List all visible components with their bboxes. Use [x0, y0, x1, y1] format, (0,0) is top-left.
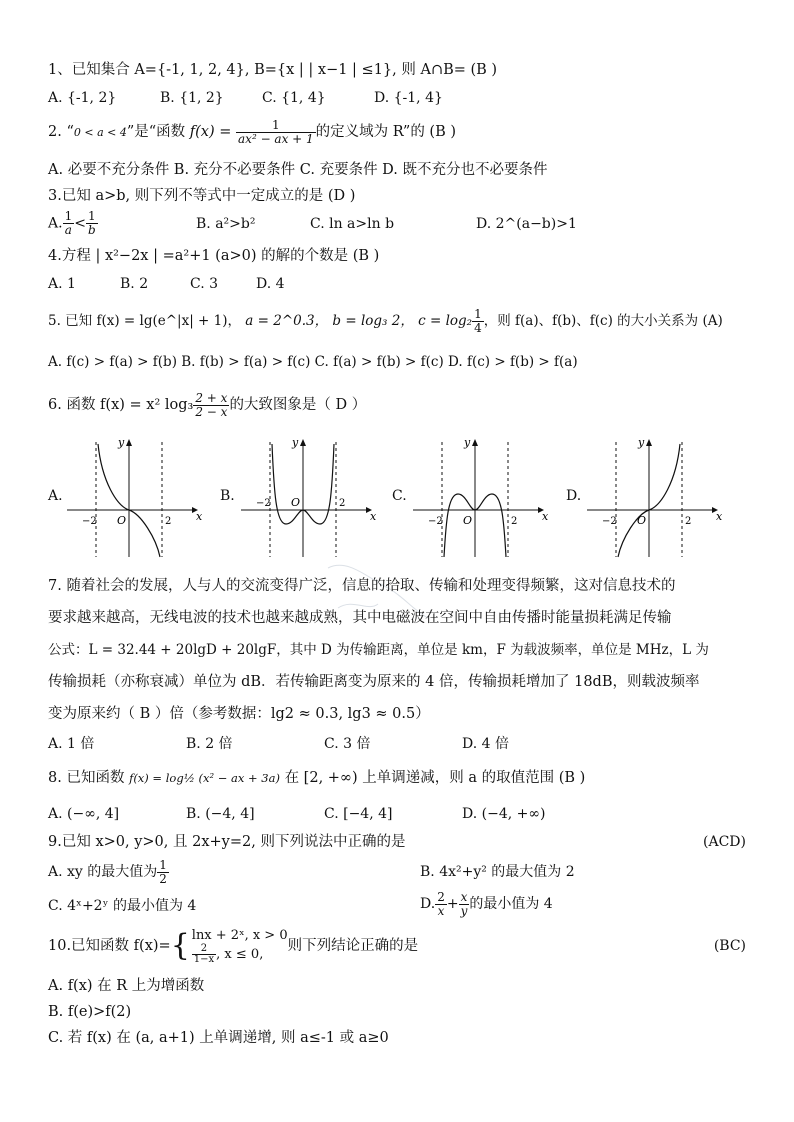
q7-option-d: D. 4 倍	[462, 736, 509, 752]
q7-line-2: 要求越来越高，无线电波的技术也越来越成熟，其中电磁波在空间中自由传播时能量损耗满足传输	[48, 610, 672, 626]
q9-option-c: C. 4ˣ+2ʸ 的最小值为 4	[48, 898, 197, 914]
q8-option-a: A. (−∞, 4]	[48, 806, 120, 822]
q1-option-a: A. {-1, 2}	[48, 90, 117, 106]
q9-stem: 9.已知 x>0, y>0, 且 2x+y=2, 则下列说法中正确的是	[48, 834, 406, 850]
q3-stem: 3.已知 a>b, 则下列不等式中一定成立的是 (D )	[48, 188, 356, 204]
tick-2: 2	[165, 516, 172, 527]
q8-option-d: D. (−4, +∞)	[462, 806, 546, 822]
q5-b-definition: b = log₃ 2，	[332, 313, 414, 329]
q7-option-a: A. 1 倍	[48, 736, 95, 752]
q9-option-d-label: D.	[420, 896, 436, 912]
q9-option-a-fraction	[157, 859, 169, 886]
q10-option-c: C. 若 f(x) 在 (a, a+1) 上单调递增, 则 a≤-1 或 a≥0	[48, 1030, 389, 1046]
q2-function: f(x) =	[189, 124, 232, 140]
q5-frac-num: 1	[474, 307, 482, 321]
q8-option-b: B. (−4, 4]	[186, 806, 255, 822]
q10-option-a: A. f(x) 在 R 上为增函数	[48, 978, 205, 994]
q6-graph-a	[62, 432, 212, 562]
q9-frac-d1-num: 2	[437, 889, 445, 904]
x-label: x	[196, 510, 203, 523]
q5-a-definition: a = 2^0.3，	[245, 313, 329, 329]
q10-piece-2	[192, 944, 288, 965]
y-label: y	[292, 436, 299, 449]
q6-stem-a: 6. 函数 f(x) = x² log₃	[48, 397, 194, 413]
q2-stem-c: 的定义域为 R”的 (B )	[315, 124, 457, 140]
q6-frac-num: 2 + x	[195, 390, 228, 405]
q8-function: f(x) = log½ (x² − ax + 3a)	[129, 771, 280, 785]
q10-piece-2-cond: , x ≤ 0,	[216, 946, 264, 962]
q7-line-4: 传输损耗（亦称衰减）单位为 dB．若传输距离变为原来的 4 倍，传输损耗增加了 18dB，则载波频率	[48, 674, 700, 690]
q3-option-a	[48, 210, 98, 237]
tick-2: 2	[511, 516, 518, 527]
q7-line-1: 7. 随着社会的发展，人与人的交流变得广泛，信息的拾取、传输和处理变得频繁，这对信息技术的	[48, 578, 676, 594]
q6-stem	[48, 390, 366, 420]
q1-option-d: D. {-1, 4}	[374, 90, 443, 106]
q5-stem-a: 5. 已知 f(x) = lg(e^|x| + 1)，	[48, 313, 241, 329]
q5-c-definition: c = log₂	[418, 313, 473, 329]
q6-graph-b	[236, 432, 386, 562]
q3-option-c: C. ln a>ln b	[310, 216, 395, 232]
q4-option-c: C. 3	[190, 276, 219, 292]
q6-frac-den: 2 − x	[195, 404, 228, 419]
y-label: y	[638, 436, 645, 449]
q6-graph-label-a: A.	[48, 488, 63, 504]
q9-option-a-text: A. xy 的最大值为	[48, 864, 158, 880]
y-axis-arrow	[300, 439, 306, 446]
q6-graph-label-d: D.	[566, 488, 582, 504]
q9-option-a	[48, 858, 169, 886]
tick-neg2: −2	[256, 498, 271, 509]
q3-frac-a-den: a	[64, 223, 72, 237]
q9-frac-d2-den: y	[460, 903, 468, 918]
q4-option-a: A. 1	[48, 276, 76, 292]
q5-options: A. f(c) > f(a) > f(b) B. f(b) > f(a) > f(c) C. f(a) > f(b) > f(c) D. f(c) > f(b) > f(a)	[48, 354, 578, 370]
q9-frac-num: 1	[159, 857, 167, 872]
q4-stem: 4.方程 | x²−2x | =a²+1 (a>0) 的解的个数是 (B )	[48, 248, 380, 264]
origin-label: O	[637, 514, 647, 527]
q6-graph-d	[582, 432, 732, 562]
q2-options: A. 必要不充分条件 B. 充分不必要条件 C. 充要条件 D. 既不充分也不必要条件	[48, 162, 548, 178]
q6-graph-c	[408, 432, 558, 562]
q8-stem	[48, 768, 585, 788]
q10-piece-1: lnx + 2ˣ, x > 0	[191, 927, 288, 943]
q6-fraction	[193, 392, 229, 419]
q10-piece-2-den: 1−x	[193, 953, 215, 965]
q5-stem	[48, 306, 723, 336]
q3-frac-a-num: 1	[64, 209, 73, 223]
q6-graph-label-c: C.	[392, 488, 407, 504]
q5-stem-b: ，则 f(a)、f(b)、f(c) 的大小关系为 (A)	[483, 313, 723, 329]
x-label: x	[370, 510, 377, 523]
q4-option-d: D. 4	[256, 276, 285, 292]
q9-option-b: B. 4x²+y² 的最大值为 2	[420, 864, 575, 880]
q3-option-b: B. a²>b²	[196, 216, 256, 232]
tick-2: 2	[685, 516, 692, 527]
q10-brace: {	[170, 928, 190, 963]
q9-option-d	[420, 890, 553, 918]
q9-plus: +	[446, 896, 459, 912]
q10-piece-2-num: 2	[192, 944, 216, 955]
x-label: x	[716, 510, 723, 523]
q7-line-5: 变为原来约（ B ）倍（参考数据：lg2 ≈ 0.3, lg3 ≈ 0.5）	[48, 706, 430, 722]
q9-answer: (ACD)	[703, 834, 746, 850]
q9-frac-d1-den: x	[437, 903, 445, 918]
q1-option-c: C. {1, 4}	[262, 90, 326, 106]
q7-option-b: B. 2 倍	[186, 736, 233, 752]
q9-frac-d2	[459, 891, 470, 918]
q9-frac-d1	[435, 891, 447, 918]
q2-denominator: ax² − ax + 1	[238, 131, 314, 146]
q8-option-c: C. [−4, 4]	[324, 806, 393, 822]
y-axis-arrow	[646, 439, 652, 446]
q9-frac-den: 2	[159, 871, 167, 886]
q3-frac-b	[86, 210, 98, 237]
q9-option-d-text: 的最小值为 4	[469, 896, 553, 912]
x-label: x	[542, 510, 549, 523]
q9-frac-d2-num: x	[460, 889, 468, 904]
q6-stem-b: 的大致图象是（ D ）	[229, 397, 367, 413]
q3-less-than: <	[74, 215, 86, 232]
q2-numerator: 1	[236, 119, 316, 133]
y-axis-arrow	[472, 439, 478, 446]
tick-neg2: −2	[82, 516, 97, 527]
y-label: y	[464, 436, 471, 449]
y-axis-arrow	[126, 439, 132, 446]
q3-option-d: D. 2^(a−b)>1	[476, 216, 577, 232]
q10-stem	[48, 926, 418, 966]
origin-label: O	[463, 514, 473, 527]
q8-stem-b: 在 [2, +∞) 上单调递减，则 a 的取值范围 (B )	[284, 770, 586, 786]
q3-frac-b-num: 1	[86, 210, 98, 224]
tick-2: 2	[339, 498, 346, 509]
q7-line-3: 公式：L = 32.44 + 20lgD + 20lgF，其中 D 为传输距离，单位是 km，F 为载波频率，单位是 MHz，L 为	[48, 642, 709, 658]
q10-option-b: B. f(e)>f(2)	[48, 1004, 132, 1020]
q2-fraction	[236, 119, 316, 146]
q10-answer: (BC)	[713, 938, 746, 954]
q5-fraction	[472, 308, 484, 335]
q7-option-c: C. 3 倍	[324, 736, 371, 752]
q2-stem-b: ”是“函数	[126, 124, 186, 140]
tick-neg2: −2	[428, 516, 443, 527]
q10-piecewise	[192, 928, 288, 965]
origin-label: O	[117, 514, 127, 527]
q8-stem-a: 8. 已知函数	[48, 770, 125, 786]
q10-stem-a: 10.已知函数 f(x)=	[48, 938, 171, 954]
q5-frac-den: 4	[474, 321, 482, 335]
q3-frac-a	[63, 210, 75, 237]
q2-condition: 0 < a < 4	[73, 126, 127, 139]
q1-option-b: B. {1, 2}	[160, 90, 224, 106]
q3-option-a-label: A.	[48, 215, 63, 232]
y-label: y	[118, 436, 125, 449]
q10-piece-2-fraction	[192, 944, 216, 965]
origin-label: O	[291, 496, 301, 509]
q2-stem-a: 2. “	[48, 124, 74, 140]
q2-stem	[48, 118, 456, 147]
tick-neg2: −2	[602, 516, 617, 527]
q10-stem-b: 则下列结论正确的是	[287, 938, 419, 954]
q4-option-b: B. 2	[120, 276, 149, 292]
q1-stem: 1、已知集合 A={-1, 1, 2, 4}, B={x | | x−1 | ≤1}, 则 A∩B= (B )	[48, 62, 498, 78]
q3-frac-b-den: b	[87, 223, 96, 237]
q6-graph-label-b: B.	[220, 488, 235, 504]
